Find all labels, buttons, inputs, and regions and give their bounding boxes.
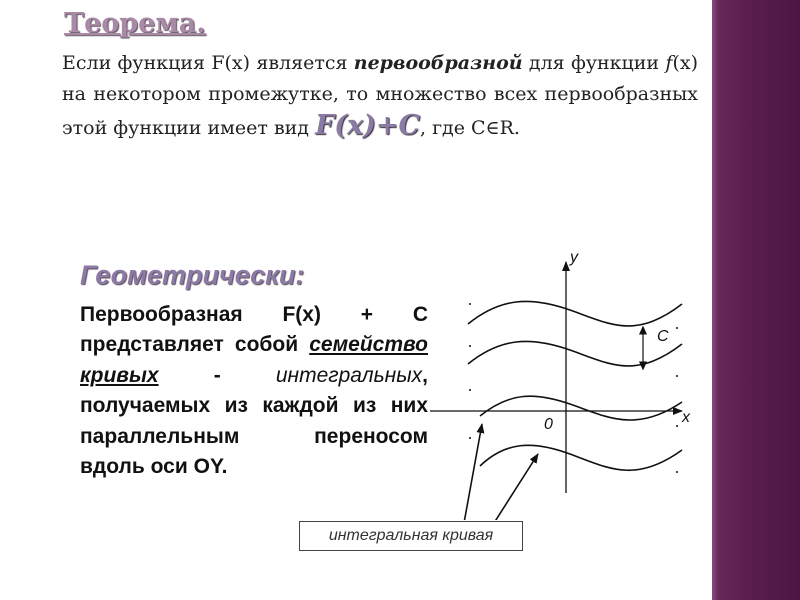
callout-arrow <box>494 454 538 520</box>
integral-curve <box>480 396 682 420</box>
function-symbol: f <box>665 52 673 74</box>
geometry-text-part: Первообразная F(x) + C представляет собой <box>80 303 428 357</box>
antiderivative-term: первообразной <box>353 52 523 74</box>
integral-term: интегральных <box>275 363 423 387</box>
integral-curve-callout: интегральная кривая <box>299 521 523 551</box>
integral-curve <box>468 301 682 326</box>
integral-curve <box>468 341 682 366</box>
y-axis-label: y <box>570 249 578 266</box>
geometry-description <box>80 300 428 482</box>
origin-label: 0 <box>544 416 553 433</box>
geometry-text-part: , получаемых из каждой из них параллельным переносом вдоль оси OY. <box>80 363 428 479</box>
integral-curves-diagram <box>420 240 710 520</box>
family-formula: F(x)+C <box>315 110 420 141</box>
theorem-text-part: , где C∈R. <box>420 117 520 139</box>
shift-c-label: C <box>657 328 669 345</box>
decorative-side-band <box>712 0 800 600</box>
ellipsis-dots <box>469 303 678 473</box>
theorem-text-part: для функции <box>522 52 666 74</box>
theorem-title: Теорема. <box>64 8 206 39</box>
x-axis-label: x <box>682 409 690 426</box>
geometry-text-part: - <box>158 363 276 387</box>
theorem-text-part: (x) на некотором промежутке, то множество всех первообразных этой функции имеет вид <box>62 52 698 139</box>
curve-family-term: семейство кривых <box>80 333 428 387</box>
integral-curve <box>480 445 682 470</box>
theorem-text-part: Если функция F(x) является <box>62 52 354 74</box>
callout-arrow <box>464 424 482 520</box>
theorem-statement <box>62 48 698 144</box>
geometry-title: Геометрически: <box>80 260 305 290</box>
